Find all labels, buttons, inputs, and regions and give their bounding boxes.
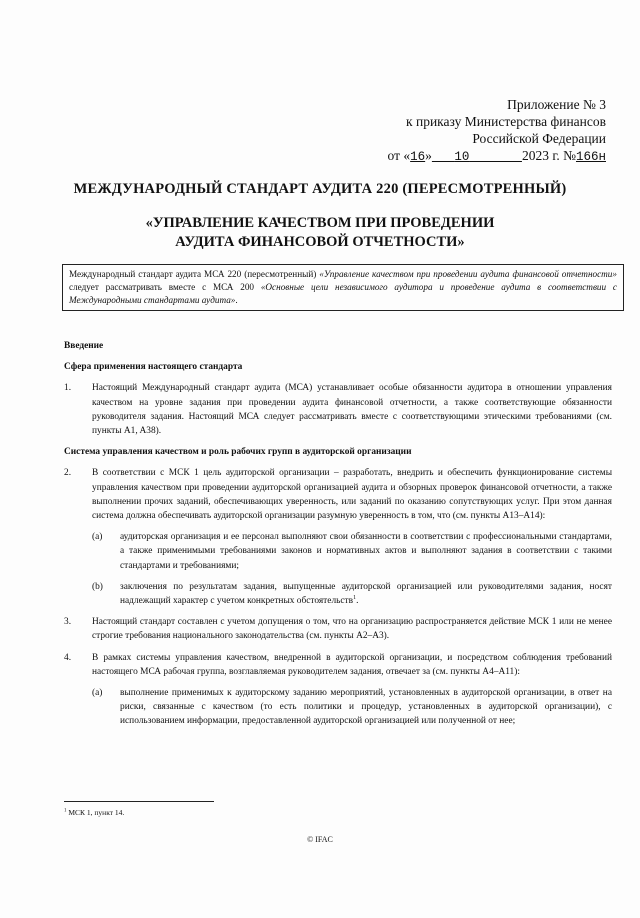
paragraph-2a — [92, 530, 612, 573]
subtitle-line-2: АУДИТА ФИНАНСОВОЙ ОТЧЕТНОСТИ» — [175, 234, 465, 250]
date-mid: » — [425, 148, 432, 163]
paragraph-2a-text: аудиторская организация и ее персонал выполняют свои обязанности в соответствии с профессиональными стандартами, а также применимыми требованиями законов и нормативных актов и выполняют задания в соответствии с такими стандартами и требованиями; — [120, 532, 612, 571]
paragraph-3-text: Настоящий стандарт составлен с учетом допущения о том, что на организацию распространяется действие МСК 1 или не менее строгие требования национального законодательства (см. пункты A2–A3). — [92, 617, 612, 642]
appendix-block — [346, 96, 606, 166]
appendix-line-3: Российской Федерации — [472, 131, 606, 146]
paragraph-1-text: Настоящий Международный стандарт аудита (МСА) устанавливает особые обязанности аудитора в отношении управления качеством на уровне задания при проведении аудита финансовой отчетности, а также соответствующие обязанности руководителя задания. Настоящий МСА следует рассматривать вместе с соответствующими этическими требованиями (см. пункты A1, A38). — [92, 383, 612, 437]
notice-box — [62, 264, 624, 311]
standard-subtitle — [0, 214, 640, 252]
footnote-1 — [64, 808, 124, 817]
heading-intro: Введение — [64, 341, 104, 351]
paragraph-4a-number: (a) — [92, 688, 103, 699]
notice-part-5: . — [235, 295, 238, 305]
heading-scope: Сфера применения настоящего стандарта — [64, 362, 243, 373]
standard-title: МЕЖДУНАРОДНЫЙ СТАНДАРТ АУДИТА 220 (ПЕРЕСМОТРЕННЫЙ) — [73, 181, 567, 197]
paragraph-3-number: 3. — [64, 617, 72, 628]
paragraph-2 — [64, 466, 612, 523]
paragraph-4a — [92, 686, 612, 729]
date-prefix: от « — [387, 148, 411, 163]
date-month: 10 — [454, 150, 470, 164]
footnote-1-text: МСК 1, пункт 14. — [66, 808, 125, 817]
paragraph-2-text: В соответствии с МСК 1 цель аудиторской организации – разработать, внедрить и обеспечить функционирование системы управления качеством при проведении аудиторской организацией аудита и обзорных проверок финансовой отчетности, а также выполнении прочих заданий, обеспечивающих уверенность, или заданий по оказанию сопутствующих услуг. При этом данная система должна обеспечивать аудиторской организации разумную уверенность в том, что (см. пункты A13–A14): — [92, 468, 612, 522]
notice-part-2: «Управление качеством при проведении аудита финансовой отчетности» — [319, 269, 617, 279]
paragraph-4-text: В рамках системы управления качеством, внедренной в аудиторской организации, и посредством соблюдения требований настоящего МСА рабочая группа, возглавляемая руководителем задания, отвечает за (см. пункты A4–A11): — [92, 652, 612, 677]
paragraph-4 — [64, 651, 612, 679]
appendix-date-line — [346, 147, 606, 166]
paragraph-2b-number: (b) — [92, 581, 103, 592]
paragraph-1-number: 1. — [64, 383, 72, 394]
paragraph-4a-text: выполнение применимых к аудиторскому заданию мероприятий, установленных в аудиторской организации, в ответ на риски, связанные с качеством (то есть политики и процедур, установленных в аудиторской организации), с использованием информации, предоставленной аудиторской организацией или полученной от нее; — [120, 688, 612, 727]
paragraph-2-number: 2. — [64, 468, 72, 479]
paragraph-2a-number: (a) — [92, 532, 103, 543]
date-year: 2023 г. № — [521, 148, 576, 163]
notice-part-1: Международный стандарт аудита МСА 220 (пересмотренный) — [69, 269, 320, 279]
paragraph-3 — [64, 615, 612, 643]
order-number: 166н — [575, 150, 606, 164]
footnote-1-mark: 1 — [64, 808, 67, 814]
document-body — [64, 339, 612, 736]
footnote-separator — [64, 801, 214, 802]
footnote-ref-1[interactable]: 1 — [353, 594, 357, 601]
paragraph-4-number: 4. — [64, 652, 72, 663]
subtitle-line-1: «УПРАВЛЕНИЕ КАЧЕСТВОМ ПРИ ПРОВЕДЕНИИ — [145, 215, 495, 231]
paragraph-2b — [92, 580, 612, 608]
page-footer: © IFAC — [307, 835, 333, 844]
paragraph-2b-text: заключения по результатам задания, выпущенные аудиторской организацией или руководителями задания, носят надлежащий характер с учетом конкретных обстоятельств$^1$. — [120, 581, 612, 607]
appendix-line-2: к приказу Министерства финансов — [406, 114, 606, 129]
notice-part-4: «Основные цели независимого аудитора и проведение аудита в соответствии с Международными стандартами аудита» — [69, 282, 618, 305]
paragraph-1 — [64, 381, 612, 438]
heading-system: Система управления качеством и роль рабочих групп в аудиторской организации — [64, 447, 412, 458]
date-day: 16 — [410, 150, 426, 164]
notice-part-3: следует рассматривать вместе с МСА 200 — [69, 282, 261, 292]
appendix-line-1: Приложение № 3 — [507, 97, 606, 112]
